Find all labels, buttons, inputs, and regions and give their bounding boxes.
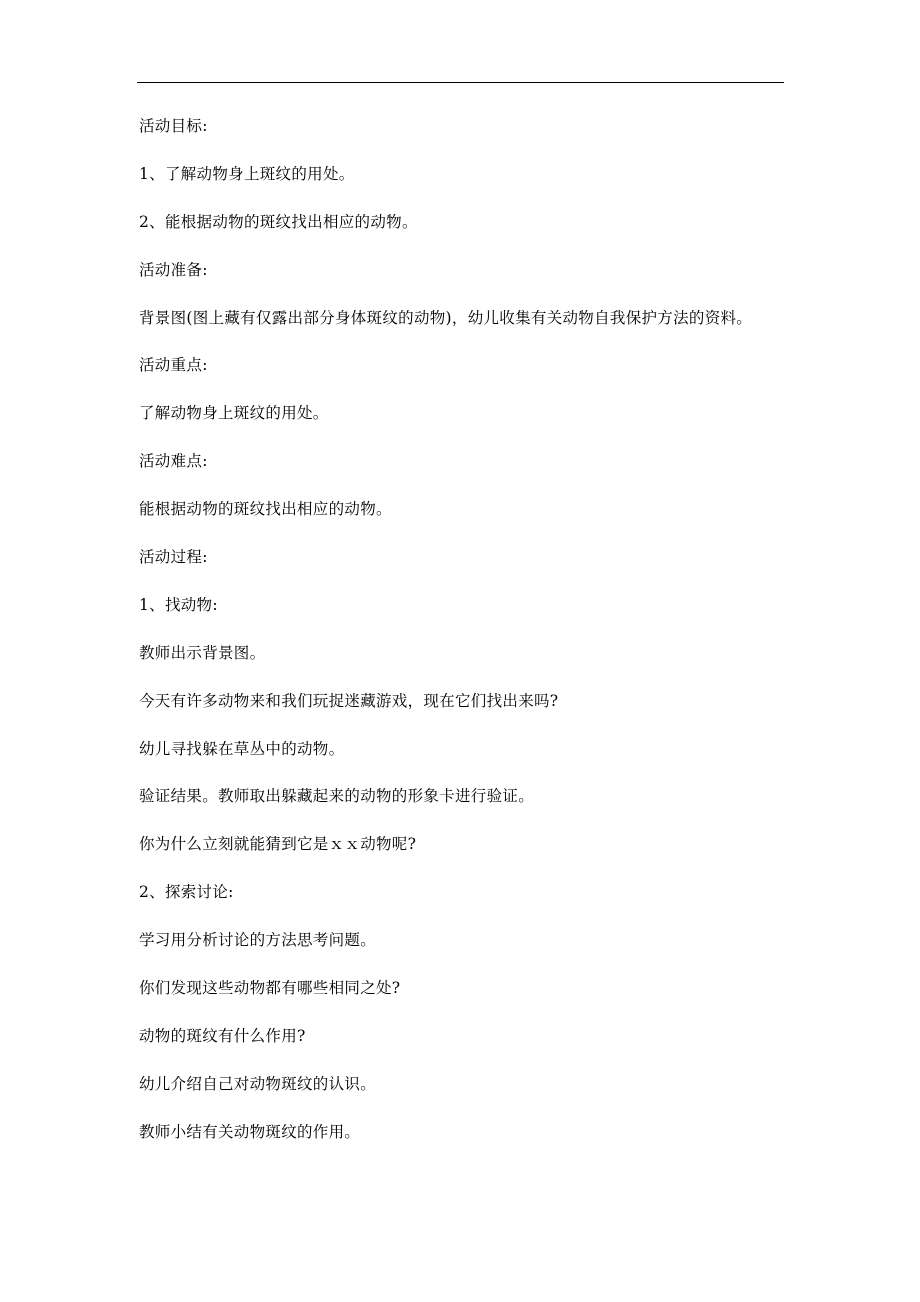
goal-item-1: 1、了解动物身上斑纹的用处。 [139, 164, 355, 183]
heading-activity-goals: 活动目标: [139, 117, 208, 135]
goal-item-2: 2、能根据动物的斑纹找出相应的动物。 [139, 212, 418, 231]
document-body [139, 112, 789, 1166]
heading-activity-focus: 活动重点: [139, 356, 208, 375]
paragraph: 幼儿寻找躲在草丛中的动物。 [139, 739, 345, 758]
heading-activity-process: 活动过程: [139, 548, 208, 567]
header-rule [137, 82, 784, 83]
paragraph: 你为什么立刻就能猜到它是ｘｘ动物呢? [139, 835, 417, 854]
heading-activity-preparation: 活动准备: [139, 260, 208, 279]
paragraph: 教师小结有关动物斑纹的作用。 [139, 1122, 361, 1141]
paragraph: 验证结果。教师取出躲藏起来的动物的形象卡进行验证。 [139, 787, 535, 806]
heading-activity-difficulty: 活动难点: [139, 452, 208, 471]
paragraph: 动物的斑纹有什么作用? [139, 1026, 306, 1045]
paragraph: 幼儿介绍自己对动物斑纹的认识。 [139, 1074, 377, 1093]
paragraph: 今天有许多动物来和我们玩捉迷藏游戏，现在它们找出来吗? [139, 691, 559, 710]
focus-text: 了解动物身上斑纹的用处。 [139, 404, 329, 423]
process-step-2-heading: 2、探索讨论: [139, 883, 234, 902]
paragraph: 你们发现这些动物都有哪些相同之处? [139, 979, 401, 998]
preparation-text: 背景图(图上藏有仅露出部分身体斑纹的动物)，幼儿收集有关动物自我保护方法的资料。 [139, 308, 753, 327]
process-step-1-heading: 1、找动物: [139, 595, 218, 614]
paragraph: 教师出示背景图。 [139, 643, 266, 662]
difficulty-text: 能根据动物的斑纹找出相应的动物。 [139, 500, 392, 519]
paragraph: 学习用分析讨论的方法思考问题。 [139, 931, 377, 950]
